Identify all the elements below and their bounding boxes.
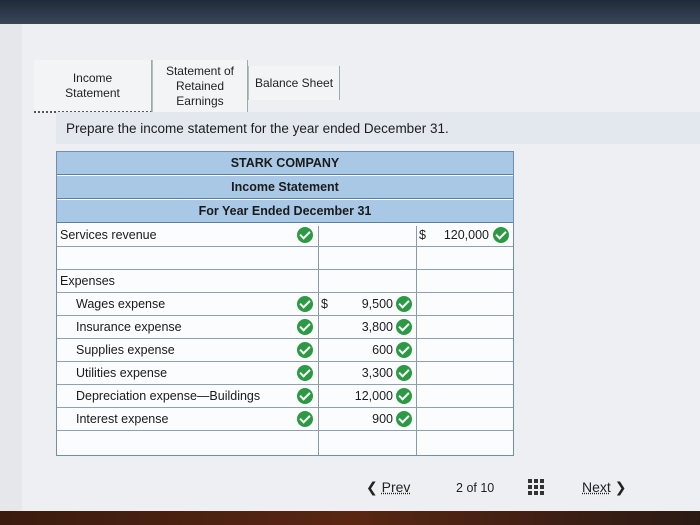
prev-button[interactable] [366,479,410,496]
check-icon [396,388,412,404]
expense-amount[interactable]: 900 [372,412,393,426]
table-row [57,339,513,362]
check-icon [396,365,412,381]
page-total: 10 [480,481,495,495]
check-icon [396,342,412,358]
table-row [57,224,513,247]
top-bar [0,0,700,24]
chevron-left-icon: ❮ [366,479,378,495]
expense-amount[interactable]: 3,800 [361,320,393,334]
check-icon [396,319,412,335]
statement-tabs [34,60,340,113]
table-row [57,362,513,385]
expense-label: Insurance expense [76,320,182,334]
instruction-text: Prepare the income statement for the year ended December 31. [66,121,449,136]
table-row [57,293,513,316]
table-row [57,408,513,431]
tab-balance-label: Balance Sheet [254,75,334,90]
table-row[interactable] [57,247,513,270]
table-row[interactable] [57,431,513,454]
expense-amount[interactable]: 3,300 [361,366,393,380]
expense-label: Wages expense [76,297,166,311]
expense-label: Utilities expense [76,366,168,380]
table-row [57,316,513,339]
expense-label: Interest expense [76,412,169,426]
revenue-label: Services revenue [60,228,157,242]
income-statement-table [56,151,514,456]
expense-amount[interactable]: 600 [372,343,393,357]
check-icon [297,365,313,381]
grid-icon[interactable] [528,479,544,495]
expense-label: Supplies expense [76,343,175,357]
check-icon [297,319,313,335]
currency-symbol: $ [321,297,328,311]
revenue-amount[interactable]: 120,000 [443,228,489,242]
expense-label: Depreciation expense—Buildings [76,389,261,403]
pagination [360,476,660,504]
check-icon [297,342,313,358]
prev-label: Prev [381,479,411,495]
table-row [57,270,513,293]
table-row [57,385,513,408]
company-name: STARK COMPANY [57,152,513,175]
expenses-heading: Expenses [60,274,115,288]
page-of: of [466,481,477,495]
check-icon [493,227,509,243]
currency-symbol: $ [419,228,426,242]
tab-balance-sheet[interactable] [248,66,340,100]
page-current: 2 [456,481,463,495]
tab-retained-label: Statement of Retained Earnings [165,64,235,108]
tab-retained-earnings[interactable] [152,60,248,113]
tab-income-label: Income Statement [65,70,120,100]
expense-amount[interactable]: 12,000 [354,389,393,403]
check-icon [396,411,412,427]
check-icon [297,411,313,427]
statement-period: For Year Ended December 31 [57,200,513,223]
check-icon [297,227,313,243]
page-indicator [456,481,494,495]
tab-income-statement[interactable] [34,60,152,113]
check-icon [396,296,412,312]
check-icon [297,296,313,312]
next-button[interactable] [582,479,626,496]
bottom-strip [0,511,700,525]
expense-amount[interactable]: 9,500 [361,297,393,311]
chevron-right-icon: ❯ [614,479,627,495]
next-label: Next [582,479,611,495]
check-icon [297,388,313,404]
statement-title: Income Statement [57,176,513,199]
